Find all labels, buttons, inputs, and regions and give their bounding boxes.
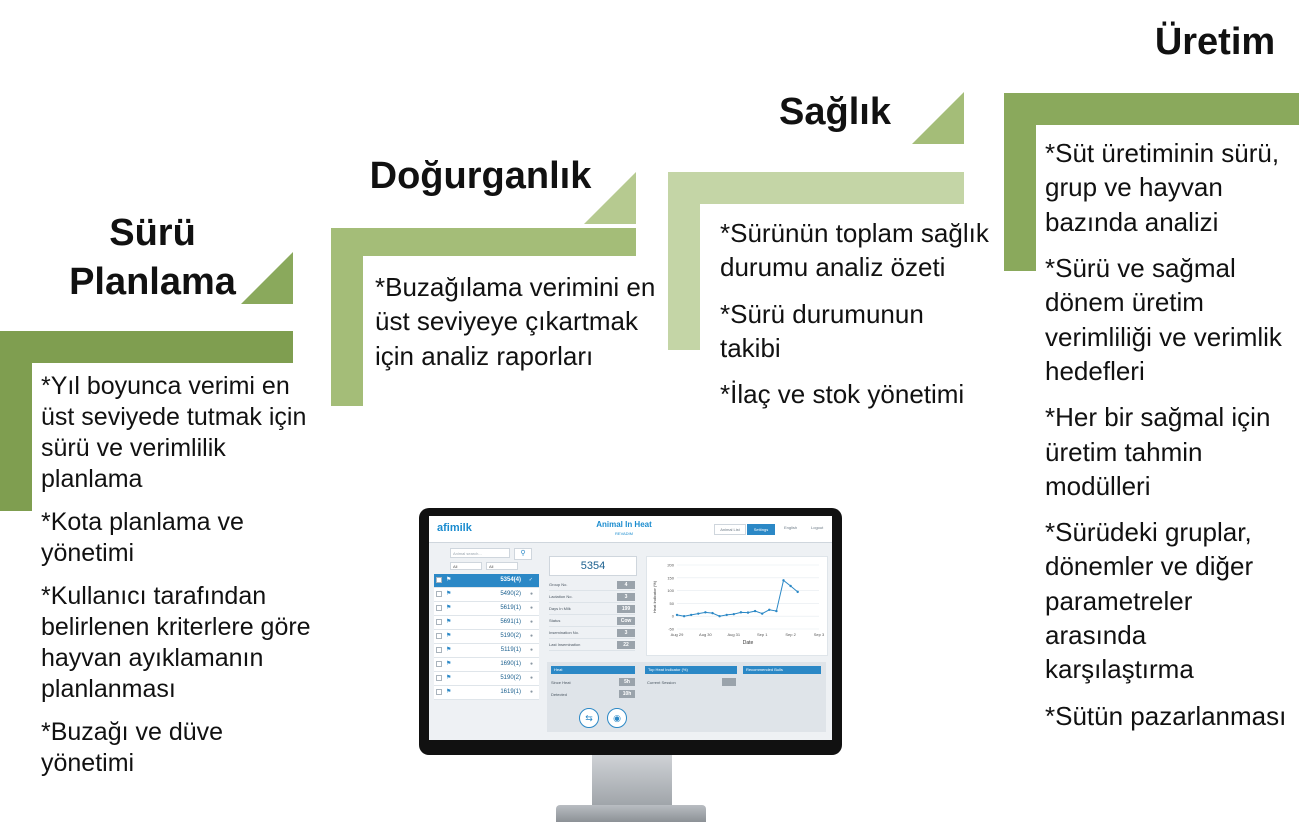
checkbox[interactable] [436,619,442,625]
animal-id: 5190(2) [500,633,521,639]
detail-label: Status [549,618,561,623]
top-heat-section-header: Top Heat Indicator (%) [645,666,737,674]
status-icon: ● [529,619,533,625]
checkbox[interactable] [436,661,442,667]
detail-label: Lactation No. [549,594,573,599]
data-point [782,579,784,581]
cow-icon: ⚑ [446,689,452,695]
cow-icon: ⚑ [446,605,452,611]
status-icon: ● [529,647,533,653]
checkbox[interactable] [436,647,442,653]
x-axis-label: Date [742,640,754,646]
y-tick-label: 50 [669,600,674,606]
heat-indicator-chart [646,556,828,656]
data-point [690,614,692,616]
step1-item: *Kota planlama ve yönetimi [41,508,244,567]
app-screen [429,516,832,740]
list-item[interactable] [434,616,539,630]
step2-vertical-bar [331,228,363,406]
detail-label: Days In Milk [549,606,571,611]
status-icon: ● [529,689,533,695]
data-point [761,612,763,614]
animal-id: 5490(2) [500,591,521,597]
since-heat-value: 5h [619,678,635,686]
since-heat-label: Since Heat [551,680,571,685]
animal-id: 1619(1) [500,689,521,695]
step3-vertical-bar [668,172,700,350]
data-point [747,611,749,613]
checkbox[interactable] [436,689,442,695]
status-icon: ● [529,605,533,611]
bulls-section-header: Recommended Bulls [743,666,821,674]
data-point [754,610,756,612]
x-tick-label: Aug 29 [670,632,684,637]
data-point [711,612,713,614]
step3-arrow-icon [912,92,964,144]
cow-icon: ⚑ [446,591,452,597]
current-session-label: Current Session [647,680,676,685]
animal-id: 5190(2) [500,675,521,681]
y-tick-label: 150 [667,575,674,581]
step3-body [720,216,990,424]
y-axis-label: Heat Indicator (%) [652,580,657,614]
app-logo: afimilk [437,522,472,534]
step3-horizontal-bar [668,172,964,204]
list-item[interactable] [434,574,539,588]
data-point [726,614,728,616]
y-tick-label: 0 [671,613,674,619]
step3-item: *İlaç ve stok yönetimi [720,379,965,410]
detail-value: 4 [617,581,635,589]
heat-chart-svg [647,557,827,655]
checkbox[interactable] [436,675,442,681]
status-icon: ● [529,633,533,639]
data-point [733,613,735,615]
logout-link[interactable]: Logout [811,525,824,530]
app-title: Animal In Heat [596,520,652,529]
detail-row [549,592,635,603]
data-point [676,614,678,616]
detail-label: Insemination No. [549,630,580,635]
step1-item: *Kullanıcı tarafından belirlenen kriterlere göre hayvan ayıklamanın planlanması [41,582,311,703]
y-tick-label: -50 [668,626,674,632]
animal-id: 1690(1) [500,661,521,667]
step2-horizontal-bar [331,228,636,256]
animal-id: 5691(1) [500,619,521,625]
animal-list [434,574,539,700]
checkbox[interactable] [436,577,442,583]
detail-label: Group No. [549,582,568,587]
step4-vertical-bar [1004,93,1036,271]
data-point [697,612,699,614]
list-item[interactable] [434,672,539,686]
step1-horizontal-bar [0,331,293,363]
step2-body [375,270,660,385]
monitor-stand-neck [592,755,672,807]
list-item[interactable] [434,588,539,602]
app-header [429,516,832,543]
detected-label: Detected [551,692,568,697]
step1-item: *Buzağı ve düve yönetimi [41,718,224,777]
x-tick-label: Sep 1 [756,632,768,637]
step3-item: *Sürünün toplam sağlık durumu analiz özeti [720,218,989,283]
filter-select[interactable]: All [486,562,518,570]
x-tick-label: Sep 3 [813,632,825,637]
animal-id: 5619(1) [500,605,521,611]
detail-value: 3 [617,629,635,637]
detail-row [549,616,635,627]
detail-value: 199 [617,605,635,613]
detail-row [549,604,635,615]
x-tick-label: Sep 2 [785,632,796,637]
list-item[interactable] [434,658,539,672]
y-tick-label: 200 [667,562,674,568]
step3-item: *Sürü durumunun takibi [720,298,924,363]
selected-animal-number: 5354 [549,556,637,576]
current-session-value [722,678,736,686]
step2-item: *Buzağılama verimini en üst seviyeye çıkartmak için analiz raporları [375,272,656,371]
step4-item: *Her bir sağmal için üretim tahmin modülleri [1045,402,1271,501]
cow-icon: ⚑ [446,577,452,583]
animal-list-panel [434,548,539,708]
step4-horizontal-bar [1004,93,1299,125]
cow-icon: ⚑ [446,675,452,681]
data-point [797,591,799,593]
language-link[interactable]: English [784,525,798,530]
app-subtitle: REVADIM [615,531,633,536]
settings-button[interactable]: Settings [747,524,775,535]
cow-action-icon[interactable]: ⇆ [579,708,599,728]
data-point [789,585,791,587]
step1-title: Sürü Planlama [69,212,236,304]
heat-section-header: Heat [551,666,635,674]
cow-icon: ⚑ [446,619,452,625]
step1-body [41,371,311,791]
monitor-stand-base [556,805,706,822]
animal-search-input[interactable]: Animal search... [450,548,510,558]
animal-id: 5119(1) [500,647,521,653]
series-line [677,580,798,616]
step4-item: *Süt üretiminin sürü, grup ve hayvan bazında analizi [1045,138,1280,237]
checkbox[interactable] [436,605,442,611]
data-point [775,610,777,612]
detected-value: 10h [619,690,635,698]
filter-select[interactable]: All [450,562,482,570]
x-tick-label: Aug 31 [727,632,741,637]
heat-summary-panel [547,662,826,732]
list-item[interactable] [434,602,539,616]
detail-row [549,640,635,651]
step2-title: Doğurganlık [369,155,592,197]
list-item[interactable] [434,644,539,658]
animal-id: 5354(4) [500,577,521,583]
step1-arrow-icon [241,252,293,304]
data-point [683,615,685,617]
data-point [704,611,706,613]
status-icon: ● [529,675,533,681]
cow-icon: ⚑ [446,633,452,639]
y-tick-label: 100 [667,588,674,594]
cow-icon: ⚑ [446,661,452,667]
list-item[interactable] [434,630,539,644]
step4-title: Üretim [1154,21,1276,63]
list-item[interactable] [434,686,539,700]
step1-item: *Yıl boyunca verimi en üst seviyede tutmak için sürü ve verimlilik planlama [41,372,307,493]
step1-vertical-bar [0,331,32,511]
animal-list-button[interactable]: Animal List [714,524,746,535]
x-tick-label: Aug 30 [699,632,712,637]
detail-label: Last Insemination [549,642,581,647]
monitor [419,508,842,755]
detail-value: 3 [617,593,635,601]
detail-row [549,628,635,639]
step4-item: *Sütün pazarlanması [1045,700,1287,731]
checkbox[interactable] [436,633,442,639]
data-point [740,611,742,613]
status-icon: ● [529,591,533,597]
check-icon: ✓ [528,577,533,583]
search-icon[interactable]: ⚲ [514,548,532,560]
data-point [718,615,720,617]
status-icon: ● [529,661,533,667]
step4-body [1045,136,1299,745]
step4-item: *Sürü ve sağmal dönem üretim verimliliği ve verimlik hedefleri [1045,252,1282,386]
detail-value: Cow [617,617,635,625]
step3-title: Sağlık [779,91,891,133]
data-point [768,609,770,611]
cow-head-icon[interactable]: ◉ [607,708,627,728]
detail-value: 22 [617,641,635,649]
cow-icon: ⚑ [446,647,452,653]
checkbox[interactable] [436,591,442,597]
step4-item: *Sürüdeki gruplar, dönemler ve diğer parametreler arasında karşılaştırma [1045,517,1254,685]
detail-row [549,580,635,591]
